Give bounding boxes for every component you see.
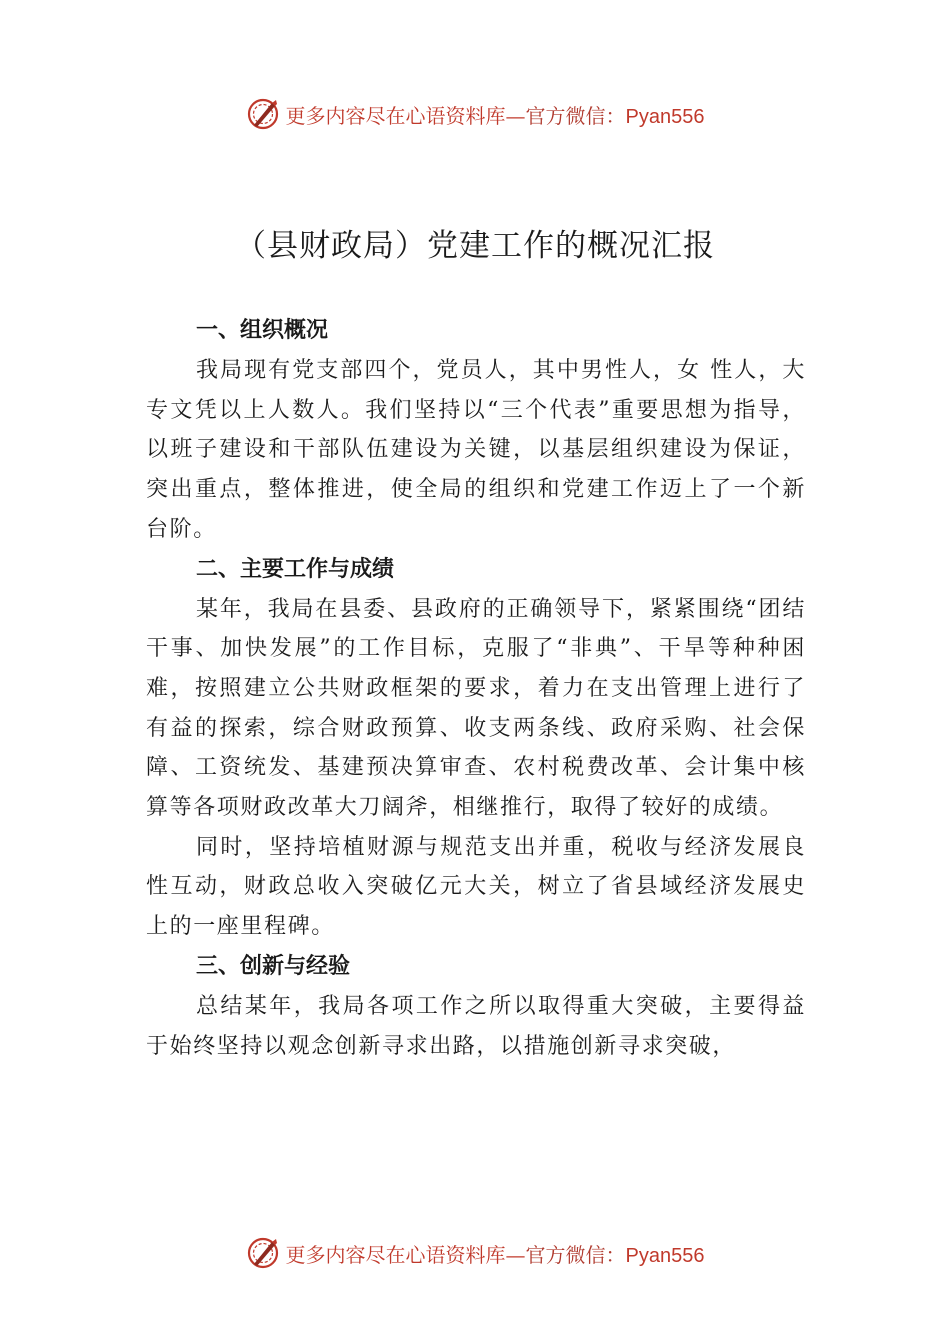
banner-promo: 更多内容尽在心语资料库	[285, 1242, 506, 1267]
section-paragraph: 某年，我局在县委、县政府的正确领导下，紧紧围绕“团结干事、加快发展”的工作目标，克服了“非典”、干旱等种种困难，按照建立公共财政框架的要求，着力在支出管理上进行了有益的探索，综合财政预算、收支两条线、政府采购、社会保障、工资统发、基建预决算审查、农村税费改革、会计集中核算等各项财政改革大刀阔斧，相继推行，取得了较好的成绩。	[146, 596, 806, 821]
section-heading: 一、组织概况	[196, 318, 329, 343]
section-heading: 三、创新与经验	[196, 953, 351, 979]
section-paragraph: 我局现有党支部四个，党员人，其中男性人，女 性人，大专文凭以上人数人。我们坚持以“三个代表”重要思想为指导，以班子建设和干部队伍建设为关键，以基层组织建设为保证，突出重点，整体推进，使全局的组织和党建工作迈上了一个新台阶。	[146, 358, 806, 542]
logo-icon	[246, 1236, 280, 1270]
header-banner	[0, 94, 950, 134]
section-heading: 二、主要工作与成绩	[196, 556, 395, 582]
banner-separator: —	[505, 1242, 526, 1267]
section-paragraph: 同时，坚持培植财源与规范支出并重，税收与经济发展良性互动，财政总收入突破亿元大关，树立了省县域经济发展史上的一座里程碑。	[146, 834, 806, 940]
banner-wechat-label: 官方微信：	[525, 1242, 626, 1267]
banner-wechat-label: 官方微信：	[525, 103, 626, 128]
footer-banner	[0, 1233, 950, 1273]
banner-wechat-id: Pyan556	[625, 105, 705, 128]
banner-separator: —	[505, 103, 526, 128]
banner-wechat-id: Pyan556	[625, 1244, 705, 1267]
document-body	[146, 311, 806, 1066]
logo-icon	[246, 97, 280, 131]
banner-text	[286, 100, 705, 129]
document-title: （县财政局）党建工作的概况汇报	[235, 228, 715, 264]
banner-promo: 更多内容尽在心语资料库	[285, 103, 506, 128]
section-paragraph: 总结某年，我局各项工作之所以取得重大突破，主要得益于始终坚持以观念创新寻求出路，以措施创新寻求突破，	[146, 993, 806, 1059]
banner-text	[286, 1239, 705, 1268]
